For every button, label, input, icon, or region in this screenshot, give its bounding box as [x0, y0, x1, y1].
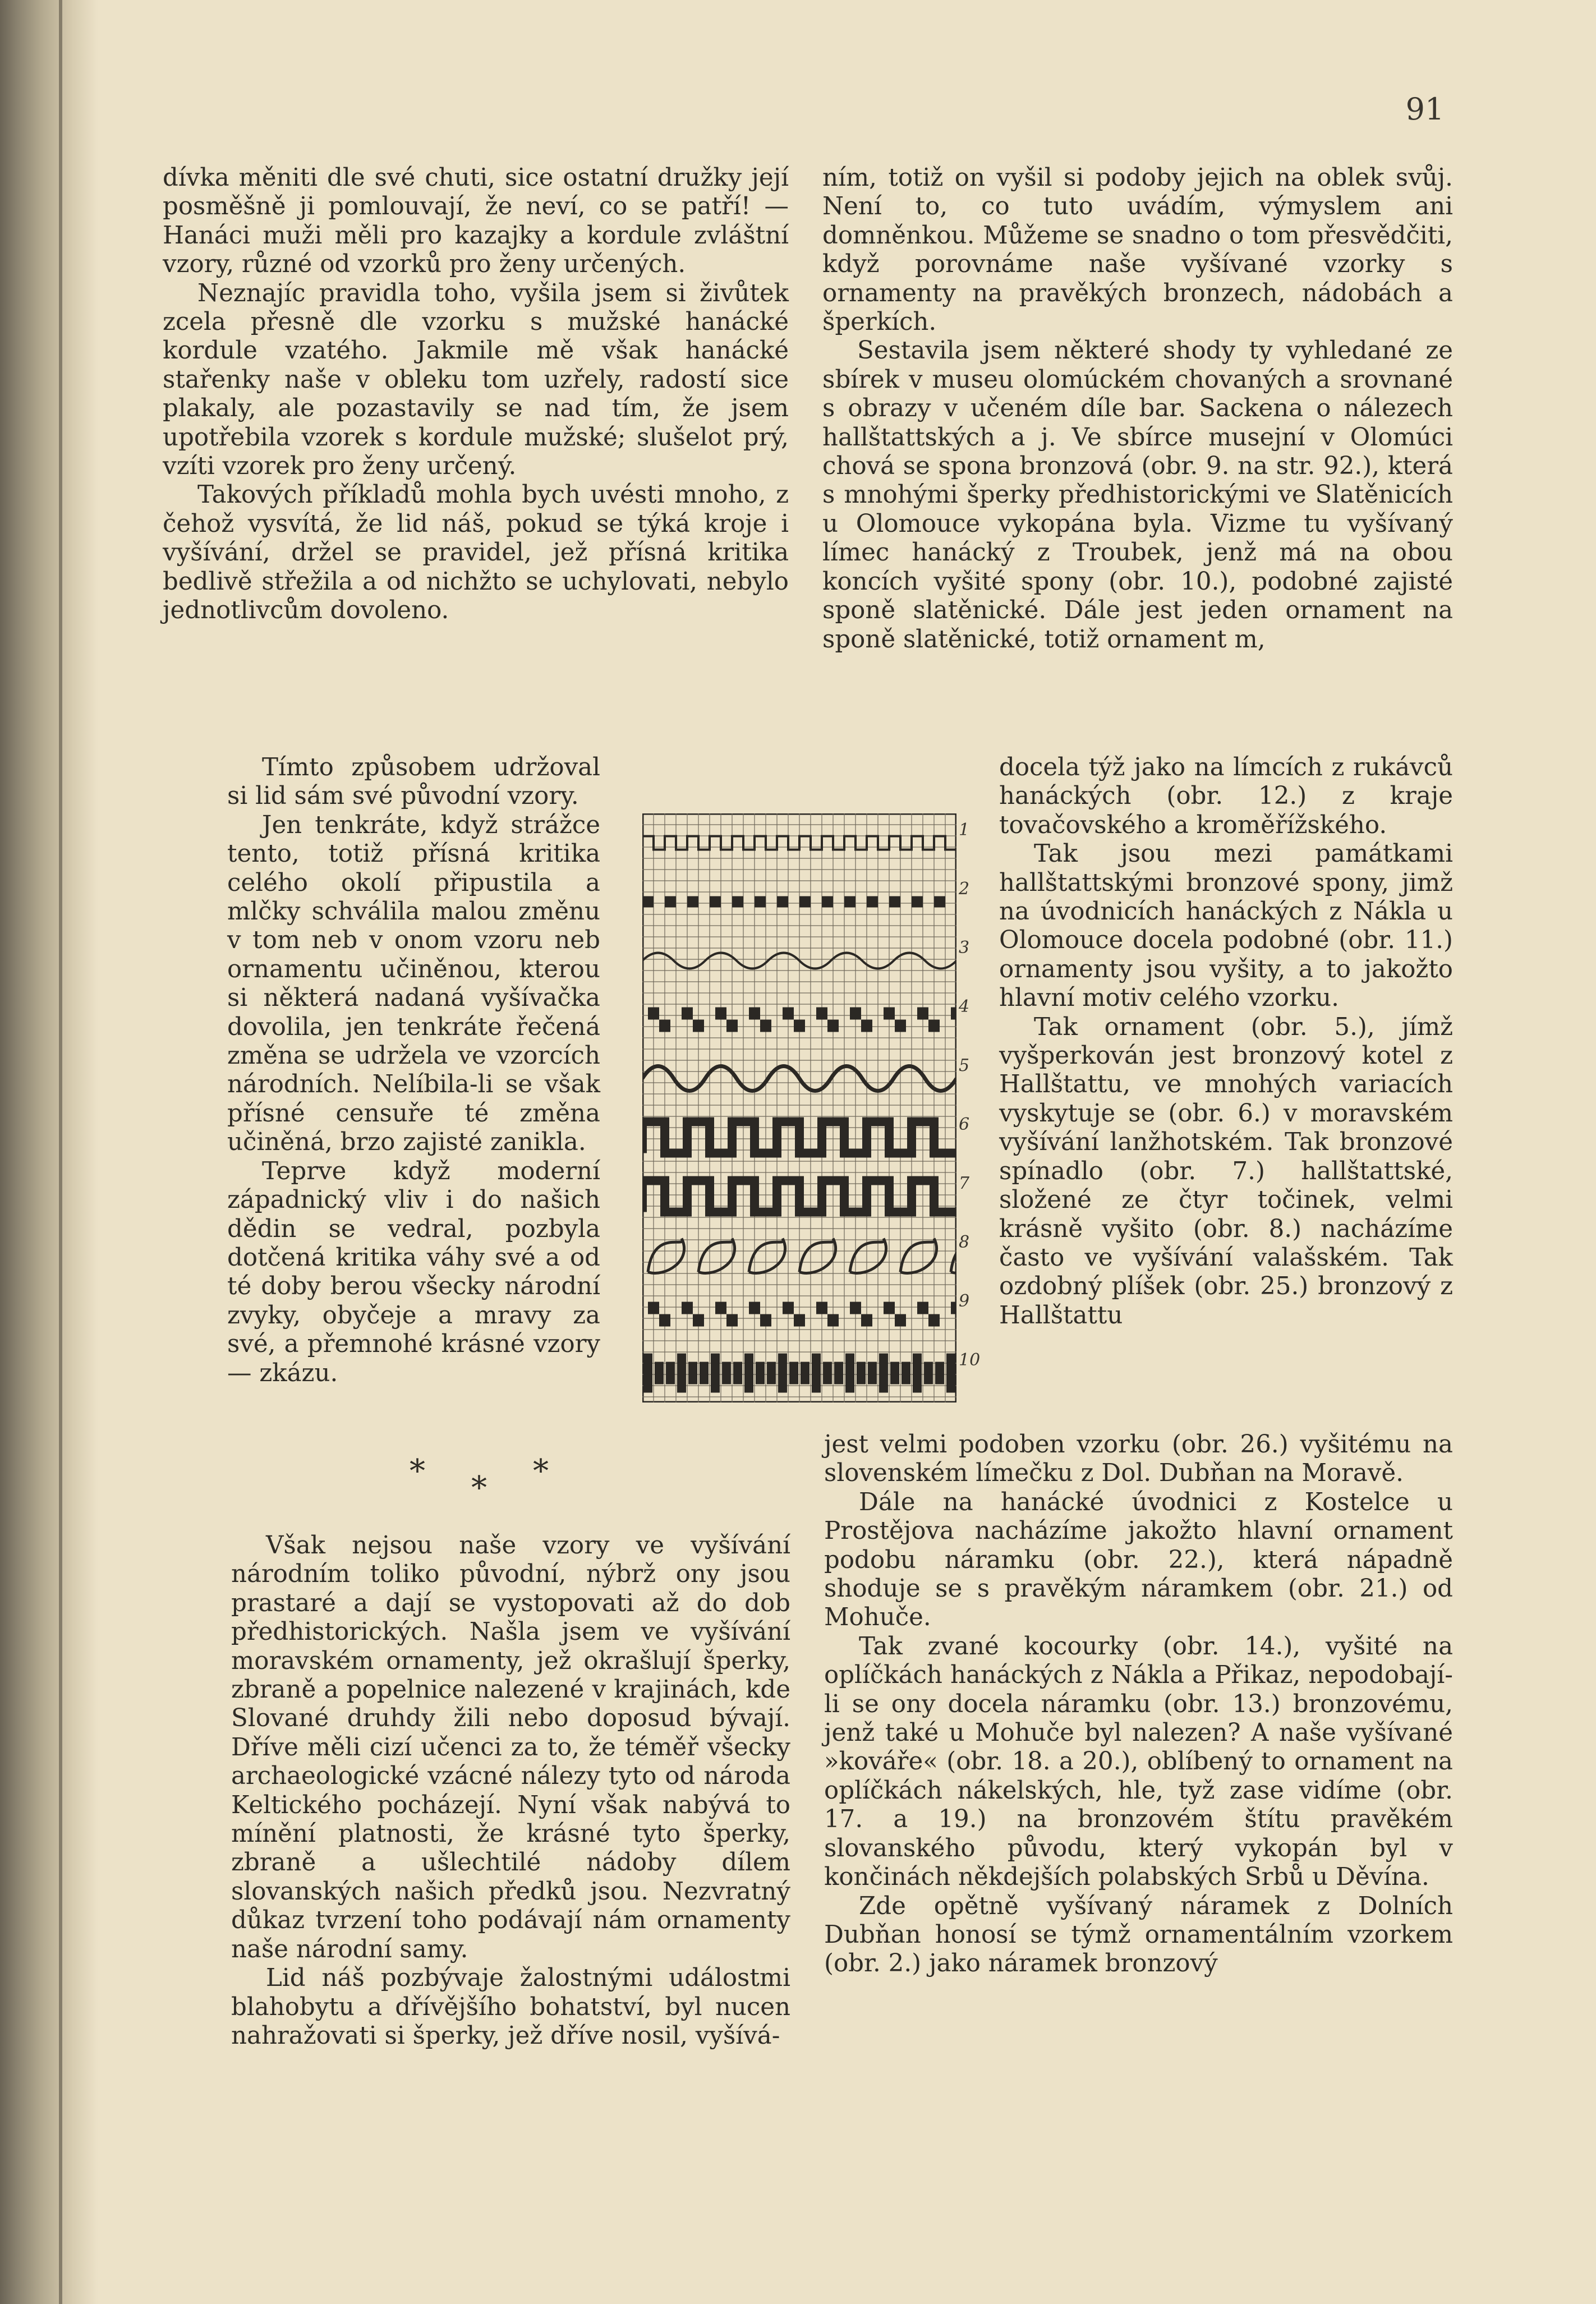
right-column-lower [824, 1431, 1453, 1979]
right-column-beside-figure [999, 753, 1453, 1330]
paragraph: Lid náš pozbývaje žalostnými událostmi blahobytu a dřívějšího bohatství, byl nucen nahražovati si šperky, jež dříve nosil, vyšívá- [231, 1964, 790, 2050]
section-break-asterisks [393, 1453, 572, 1520]
paragraph: Zde opětně vyšívaný náramek z Dolních Dubňan honosí se týmž ornamentálním vzorkem (obr. 2.) jako náramek bronzový [824, 1892, 1453, 1978]
figure-band-number: 3 [959, 938, 970, 958]
paragraph: Teprve když moderní západnický vliv i do našich dědin se vedral, pozbyla dotčená kritika váhy své a od té doby berou všecky národní zvyky, obyčeje a mravy za své, a přemnohé krásné vzory — zkázu. [227, 1157, 600, 1387]
pattern-band-6 [642, 1122, 956, 1153]
paragraph: Jen tenkráte, když strážce tento, totiž přísná kritika celého okolí připustila a mlčky schválila malou změnu v tom neb v onom vzoru neb ornamentu učiněnou, kterou si některá nadaná vyšívačka dovolila, jen tenkráte řečená změna se udržela ve vzorcích národních. Nelíbila-li se však přísné censuře té změna učiněná, brzo zajisté zanikla. [227, 811, 600, 1157]
pattern-band-2 [642, 896, 945, 908]
figure-band-number: 7 [959, 1174, 970, 1193]
paragraph: dívka měniti dle své chuti, sice ostatní družky její posměšně ji pomlouvají, že neví, co se patří! — Hanáci muži měli pro kazajky a kordule zvláštní vzory, různé od vzorků pro ženy určených. [163, 164, 789, 279]
asterisk: * [533, 1453, 549, 1489]
right-column-upper [822, 164, 1453, 654]
paragraph: jest velmi podoben vzorku (obr. 26.) vyšitému na slovenském límečku z Dol. Dubňan na Moravě. [824, 1431, 1453, 1488]
paragraph: Sestavila jsem některé shody ty vyhledané ze sbírek v museu olomúckém chovaných a srovnané s obrazy v učeném díle bar. Sackena o nálezech hallštattských a j. Ve sbírce musejní v Olomúci chová se spona bronzová (obr. 9. na str. 92.), která s mnohými šperky předhistorickými ve Slatěnicích u Olomouce vykopána byla. Vizme tu vyšívaný límec hanácký z Troubek, jenž má na obou koncích vyšité spony (obr. 10.), podobné zajisté sponě slatěnické. Dále jest jeden ornament na sponě slatěnické, totiž ornament m, [822, 337, 1453, 654]
paragraph: Dále na hanácké úvodnici z Kostelce u Prostějova nacházíme jakožto hlavní ornament podobu náramku (obr. 22.), která nápadně shoduje se s pravěkým náramkem (obr. 21.) od Mohuče. [824, 1488, 1453, 1632]
figure-band-number: 6 [959, 1115, 970, 1134]
paragraph: docela týž jako na límcích z rukávců hanáckých (obr. 12.) z kraje tovačovského a kroměřížského. [999, 753, 1453, 839]
asterisk: * [471, 1470, 487, 1506]
paragraph: ním, totiž on vyšil si podoby jejich na oblek svůj. Není to, co tuto uvádím, výmyslem ani domněnkou. Můžeme se snadno o tom přesvědčiti, když porovnáme naše vyšívané vzorky s ornamenty na pravěkých bronzech, nádobách a šperkích. [822, 164, 1453, 337]
figure-band-numbers [956, 813, 996, 1402]
left-column-beside-figure [227, 753, 600, 1388]
paragraph: Tak ornament (obr. 5.), jímž vyšperkován jest bronzový kotel z Hallštattu, ve mnohých variacích vyskytuje se (obr. 6.) v moravském vyšívání lanžhotském. Tak bronzové spínadlo (obr. 7.) hallštattské, složené ze čtyr točinek, velmi krásně vyšito (obr. 8.) nacházíme často ve vyšívání valašském. Tak ozdobný plíšek (obr. 25.) bronzový z Hallštattu [999, 1013, 1453, 1330]
paragraph: Tímto způsobem udržoval si lid sám své původní vzory. [227, 753, 600, 811]
figure-band-number: 1 [959, 820, 970, 840]
paragraph: Tak zvané kocourky (obr. 14.), vyšité na oplíčkách hanáckých z Nákla a Přikaz, nepodobají-li se ony docela náramku (obr. 13.) bronzovému, jenž také u Mohuče byl nalezen? A naše vyšívané »kováře« (obr. 18. a 20.), oblíbený to ornament na oplíčkách nákelských, hle, tyž zase vidíme (obr. 17. a 19.) na bronzovém štítu pravěkém slovanského původu, který vykopán byl v končinách někdejších polabských Srbů u Děvína. [824, 1632, 1453, 1892]
figure-band-number: 10 [959, 1350, 981, 1370]
pattern-band-8 [648, 1239, 956, 1273]
figure-band-number: 2 [959, 879, 970, 899]
left-column-upper [163, 164, 789, 626]
paragraph: Však nejsou naše vzory ve vyšívání národním toliko původní, nýbrž ony jsou prastaré a dají se vystopovati až do dob předhistorických. Našla jsem ve vyšívání moravském ornamenty, jež okrašlují šperky, zbraně a popelnice nalezené v krajinách, kde Slované druhdy žili nebo doposud bývají. Dříve měli cizí učenci za to, že téměř všecky archaeologické vzácné nálezy tyto od národa Keltického pocházejí. Nyní však nabývá to mínění platnosti, že krásné tyto šperky, zbraně a ušlechtilé nádoby dílem slovanských našich předků jsou. Nezvratný důkaz tvrzení toho podávají nám ornamenty naše národní samy. [231, 1532, 790, 1963]
paragraph: Tak jsou mezi památkami hallštattskými bronzové spony, jimž na úvodnicích hanáckých z Nákla u Olomouce docela podobné (obr. 11.) ornamenty jsou vyšity, a to jakožto hlavní motiv celého vzorku. [999, 840, 1453, 1013]
paragraph: Neznajíc pravidla toho, vyšila jsem si živůtek zcela přesně dle vzorku s mužské hanácké kordule vzatého. Jakmile mě však hanácké stařenky naše v obleku tom uzřely, radostí sice plakaly, ale pozastavily se nad tím, že jsem upotřebila vzorek s kordule mužské; slušelot prý, vzíti vzorek pro ženy určený. [163, 279, 789, 481]
spine-edge [59, 0, 62, 2304]
pattern-band-7 [642, 1181, 956, 1212]
pattern-band-9 [648, 1302, 956, 1327]
paragraph: Takových příkladů mohla bych uvésti mnoho, z čehož vysvítá, že lid náš, pokud se týká kroje i vyšívání, držel se pravidel, jež přísná kritika bedlivě střežila a od nichžto se uchylovati, nebylo jednotlivcům dovoleno. [163, 481, 789, 625]
pattern-band-1 [642, 836, 956, 850]
left-column-lower [231, 1532, 790, 2050]
figure-band-number: 9 [959, 1291, 970, 1311]
embroidery-pattern-figure [642, 813, 956, 1402]
figure-band-number: 8 [959, 1233, 970, 1252]
book-binding-shadow [0, 0, 98, 2304]
pattern-band-4 [648, 1008, 956, 1032]
page-number: 91 [1405, 91, 1445, 127]
asterisk: * [410, 1453, 425, 1489]
figure-band-number: 4 [959, 997, 970, 1017]
figure-band-number: 5 [959, 1056, 970, 1075]
